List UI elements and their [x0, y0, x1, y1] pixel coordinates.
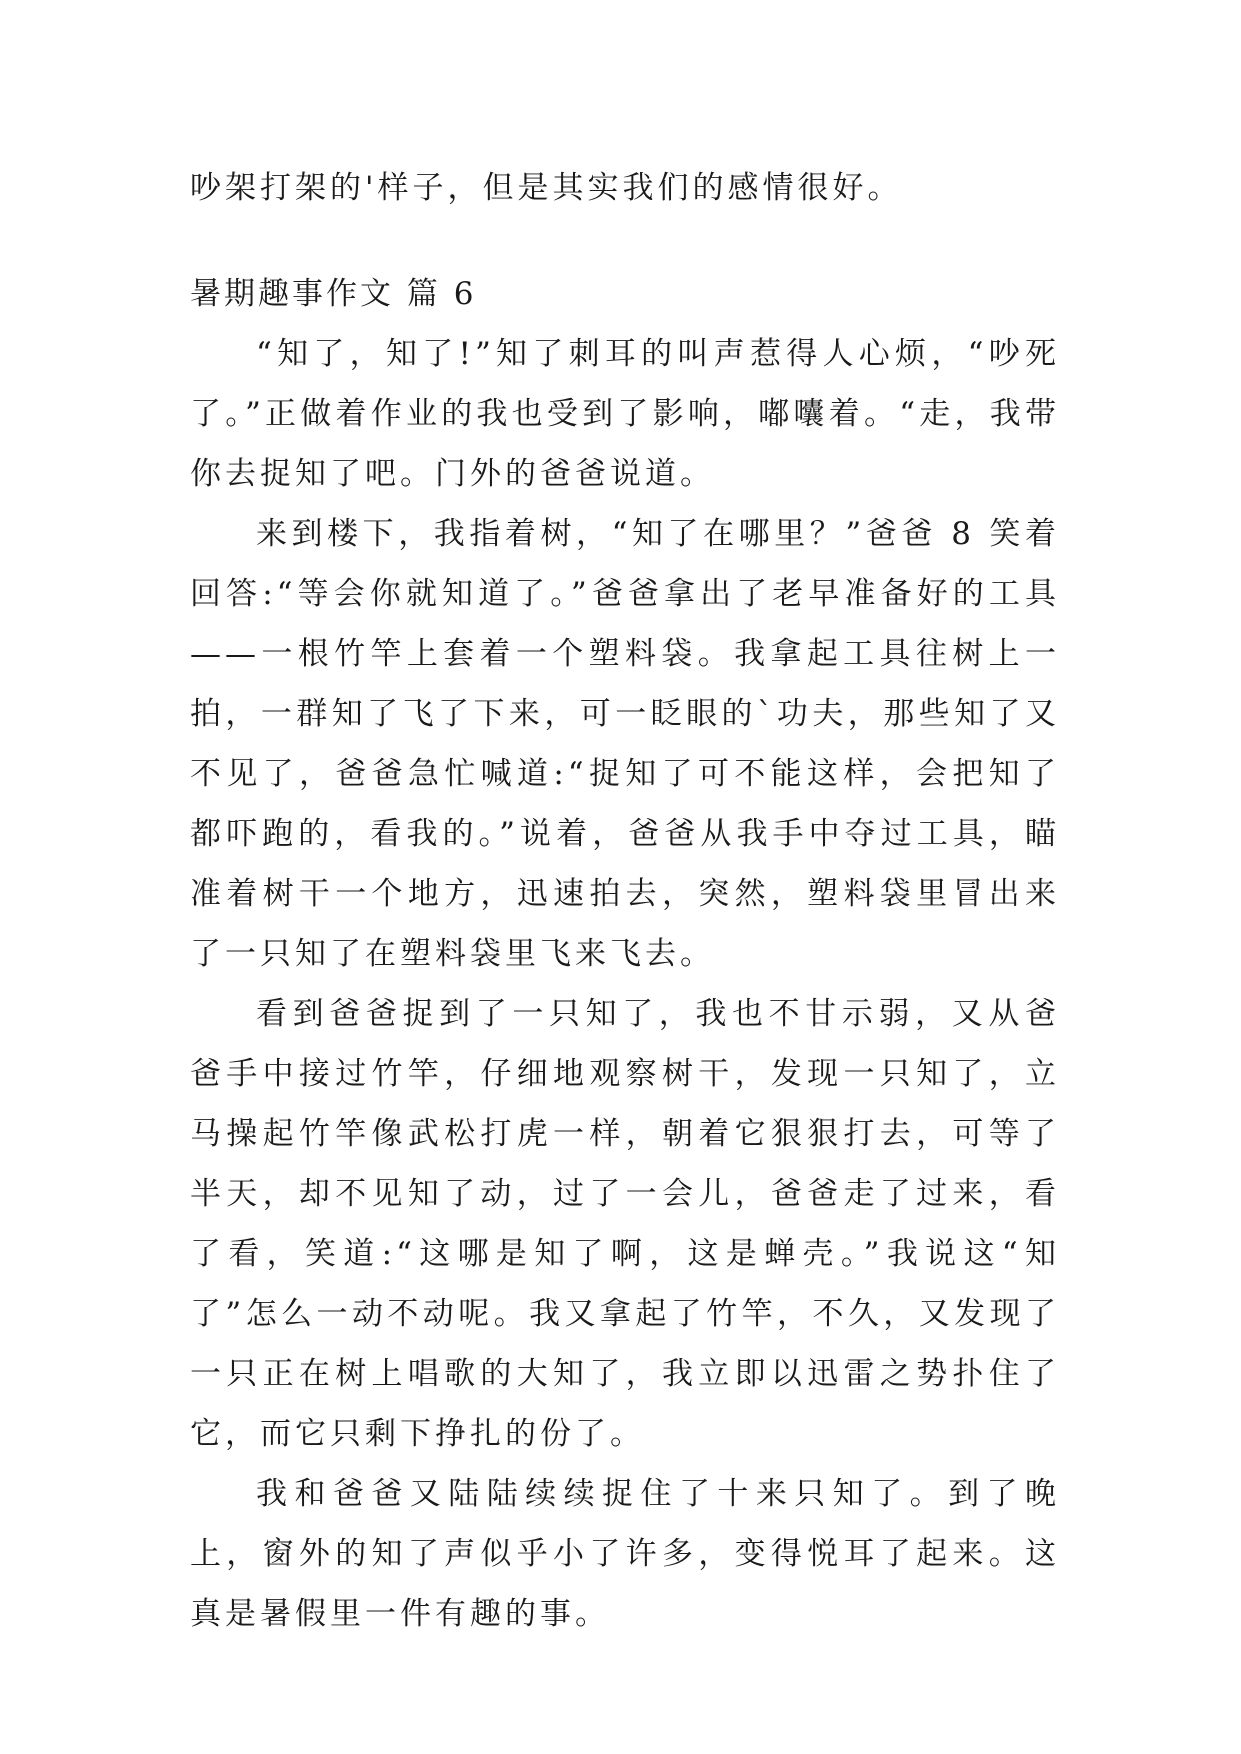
continued-paragraph: 吵架打架的'样子，但是其实我们的感情很好。 — [190, 170, 903, 206]
paragraph-2: 来到楼下，我指着树，“知了在哪里？”爸爸 8 笑着回答:“等会你就知道了。”爸爸拿出了老早准备好的工具——一根竹竿上套着一个塑料袋。我拿起工具往树上一拍，一群知了飞了下来，可一眨眼的`功夫，那些知了又不见了，爸爸急忙喊道:“捉知了可不能这样，会把知了都吓跑的，看我的。”说着，爸爸从我手中夺过工具，瞄准着树干一个地方，迅速拍去，突然，塑料袋里冒出来了一只知了在塑料袋里飞来飞去。 — [190, 516, 1060, 972]
paragraph-4: 我和爸爸又陆陆续续捉住了十来只知了。到了晚上，窗外的知了声似乎小了许多，变得悦耳了起来。这真是暑假里一件有趣的事。 — [190, 1476, 1060, 1632]
paragraph-1: “知了，知了!”知了刺耳的叫声惹得人心烦，“吵死了。”正做着作业的我也受到了影响，嘟囔着。“走，我带你去捉知了吧。门外的爸爸说道。 — [190, 336, 1060, 492]
document-body — [190, 158, 1060, 1644]
section-title: 暑期趣事作文 篇 6 — [190, 276, 477, 312]
paragraph-3: 看到爸爸捉到了一只知了，我也不甘示弱，又从爸爸手中接过竹竿，仔细地观察树干，发现一只知了，立马操起竹竿像武松打虎一样，朝着它狠狠打去，可等了半天，却不见知了动，过了一会儿，爸爸走了过来，看了看，笑道:“这哪是知了啊，这是蝉壳。”我说这“知了”怎么一动不动呢。我又拿起了竹竿，不久，又发现了一只正在树上唱歌的大知了，我立即以迅雷之势扑住了它，而它只剩下挣扎的份了。 — [190, 996, 1060, 1452]
